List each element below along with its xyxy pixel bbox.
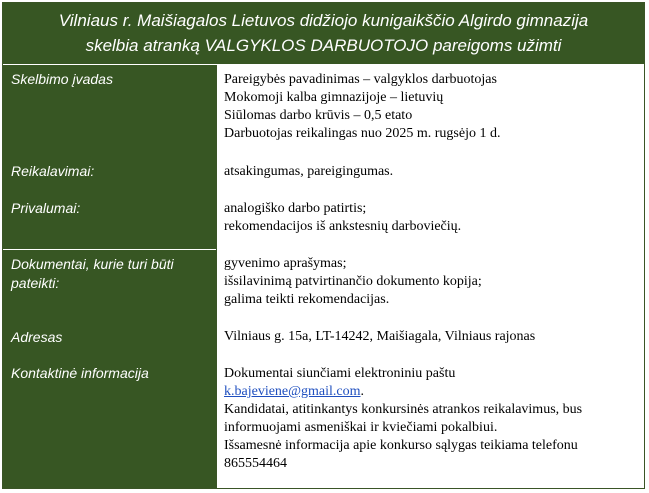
- label-column-divider: [3, 249, 216, 250]
- value-address: [224, 328, 642, 346]
- email-link[interactable]: k.bajeviene@gmail.com: [224, 384, 361, 399]
- contact-line: 865554464: [224, 456, 287, 471]
- announcement-table: [2, 2, 645, 489]
- label-requirements: Reikalavimai:: [11, 163, 95, 179]
- intro-line: Siūlomas darbo krūvis – 0,5 etato: [224, 108, 413, 123]
- email-suffix: .: [360, 384, 365, 399]
- label-documents-line-2: pateikti:: [11, 275, 60, 291]
- contact-line: Kandidatai, atitinkantys konkursinės atrankos reikalavimus, bus: [224, 402, 583, 417]
- label-contact: Kontaktinė informacija: [11, 365, 149, 381]
- value-advantages: [224, 200, 642, 236]
- advantages-line: analogiško darbo patirtis;: [224, 201, 367, 216]
- contact-line: informuojami asmeniškai ir kviečiami pokalbiui.: [224, 420, 498, 435]
- contact-line: Išsamesnė informacija apie konkurso sąlygas teikiama telefonu: [224, 438, 578, 453]
- column-divider: [216, 65, 217, 488]
- intro-line: Darbuotojas reikalingas nuo 2025 m. rugsėjo 1 d.: [224, 126, 501, 141]
- requirements-line: atsakingumas, pareigingumas.: [224, 164, 394, 179]
- label-documents-line-1: Dokumentai, kurie turi būti: [11, 256, 174, 272]
- value-intro: [224, 71, 642, 143]
- intro-line: Mokomoji kalba gimnazijoje – lietuvių: [224, 90, 444, 105]
- documents-line: galima teikti rekomendacijas.: [224, 292, 390, 307]
- address-line: Vilniaus g. 15a, LT-14242, Maišiagala, Vilniaus rajonas: [224, 329, 536, 344]
- documents-line: išsilavinimą patvirtinančio dokumento kopija;: [224, 274, 482, 289]
- label-address: Adresas: [11, 329, 63, 345]
- announcement-header: [3, 3, 644, 64]
- documents-line: gyvenimo aprašymas;: [224, 256, 347, 271]
- intro-line: Pareigybės pavadinimas – valgyklos darbuotojas: [224, 72, 497, 87]
- label-advantages: Privalumai:: [11, 200, 81, 216]
- header-line-2: skelbia atranką VALGYKLOS DARBUOTOJO pareigoms užimti: [85, 36, 562, 55]
- value-requirements: [224, 163, 642, 181]
- label-documents: [11, 255, 211, 293]
- header-line-1: Vilniaus r. Maišiagalos Lietuvos didžiojo kunigaikščio Algirdo gimnazija: [58, 11, 589, 30]
- advantages-line: rekomendacijos iš ankstesnių darboviečių.: [224, 219, 462, 234]
- contact-email-line: [224, 383, 642, 401]
- value-contact: [224, 365, 642, 473]
- contact-line: Dokumentai siunčiami elektroniniu paštu: [224, 366, 456, 381]
- value-documents: [224, 255, 642, 309]
- label-intro: Skelbimo įvadas: [11, 71, 113, 87]
